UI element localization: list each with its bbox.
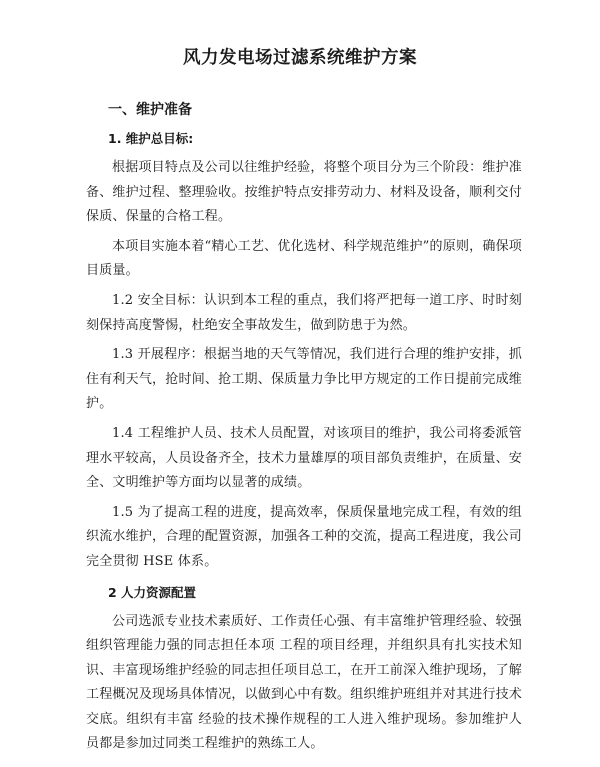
- paragraph: 1.5 为了提高工程的进度，提高效率，保质保量地完成工程，有效的组织流水维护，合理的配置资源，加强各工种的交流，提高工程进度，我公司完全贯彻 HSE 体系。: [86, 504, 522, 569]
- document-body: [86, 96, 522, 762]
- document-title: 风力发电场过滤系统维护方案: [183, 48, 417, 68]
- subsection-heading-human-resources: 2 人力资源配置: [108, 584, 197, 600]
- paragraph: 1.4 工程维护人员、技术人员配置，对该项目的维护，我公司将委派管理水平较高，人员设备齐全，技术力量雄厚的项目部负责维护，在质量、安全、文明维护等方面均以显著的成绩。: [86, 425, 522, 491]
- section-heading-maintenance-prep: 一、维护准备: [108, 102, 192, 118]
- paragraph: 根据项目特点及公司以往维护经验，将整个项目分为三个阶段：维护准备、维护过程、整理验收。按维护特点安排劳动力、材料及设备，顺利交付保质、保量的合格工程。: [86, 160, 522, 225]
- subsection-heading-overall-goal: 1. 维护总目标:: [108, 131, 194, 146]
- paragraph: 公司选派专业技术素质好、工作责任心强、有丰富维护管理经验、较强组织管理能力强的同志担任本项 工程的项目经理，并组织具有扎实技术知识、丰富现场维护经验的同志担任项目总工，在开工前深入维护现场，了解工程概况及现场具体情况，以做到心中有数。组织维护班组并对其进行技术交底。组织有丰富 经验的技术操作规程的工人进入维护现场。参加维护人员都是参加过同类工程维护的熟练工人。: [86, 613, 522, 752]
- paragraph: 1.2 安全目标：认识到本工程的重点，我们将严把每一道工序、时时刻刻保持高度警惕，杜绝安全事故发生，做到防患于为然。: [86, 292, 522, 333]
- paragraph: 本项目实施本着“精心工艺、优化选材、科学规范维护”的原则，确保项目质量。: [86, 238, 522, 279]
- paragraph: 1.3 开展程序：根据当地的天气等情况，我们进行合理的维护安排，抓住有利天气，抢时间、抢工期、保质量力争比甲方规定的工作日提前完成维护。: [86, 347, 522, 412]
